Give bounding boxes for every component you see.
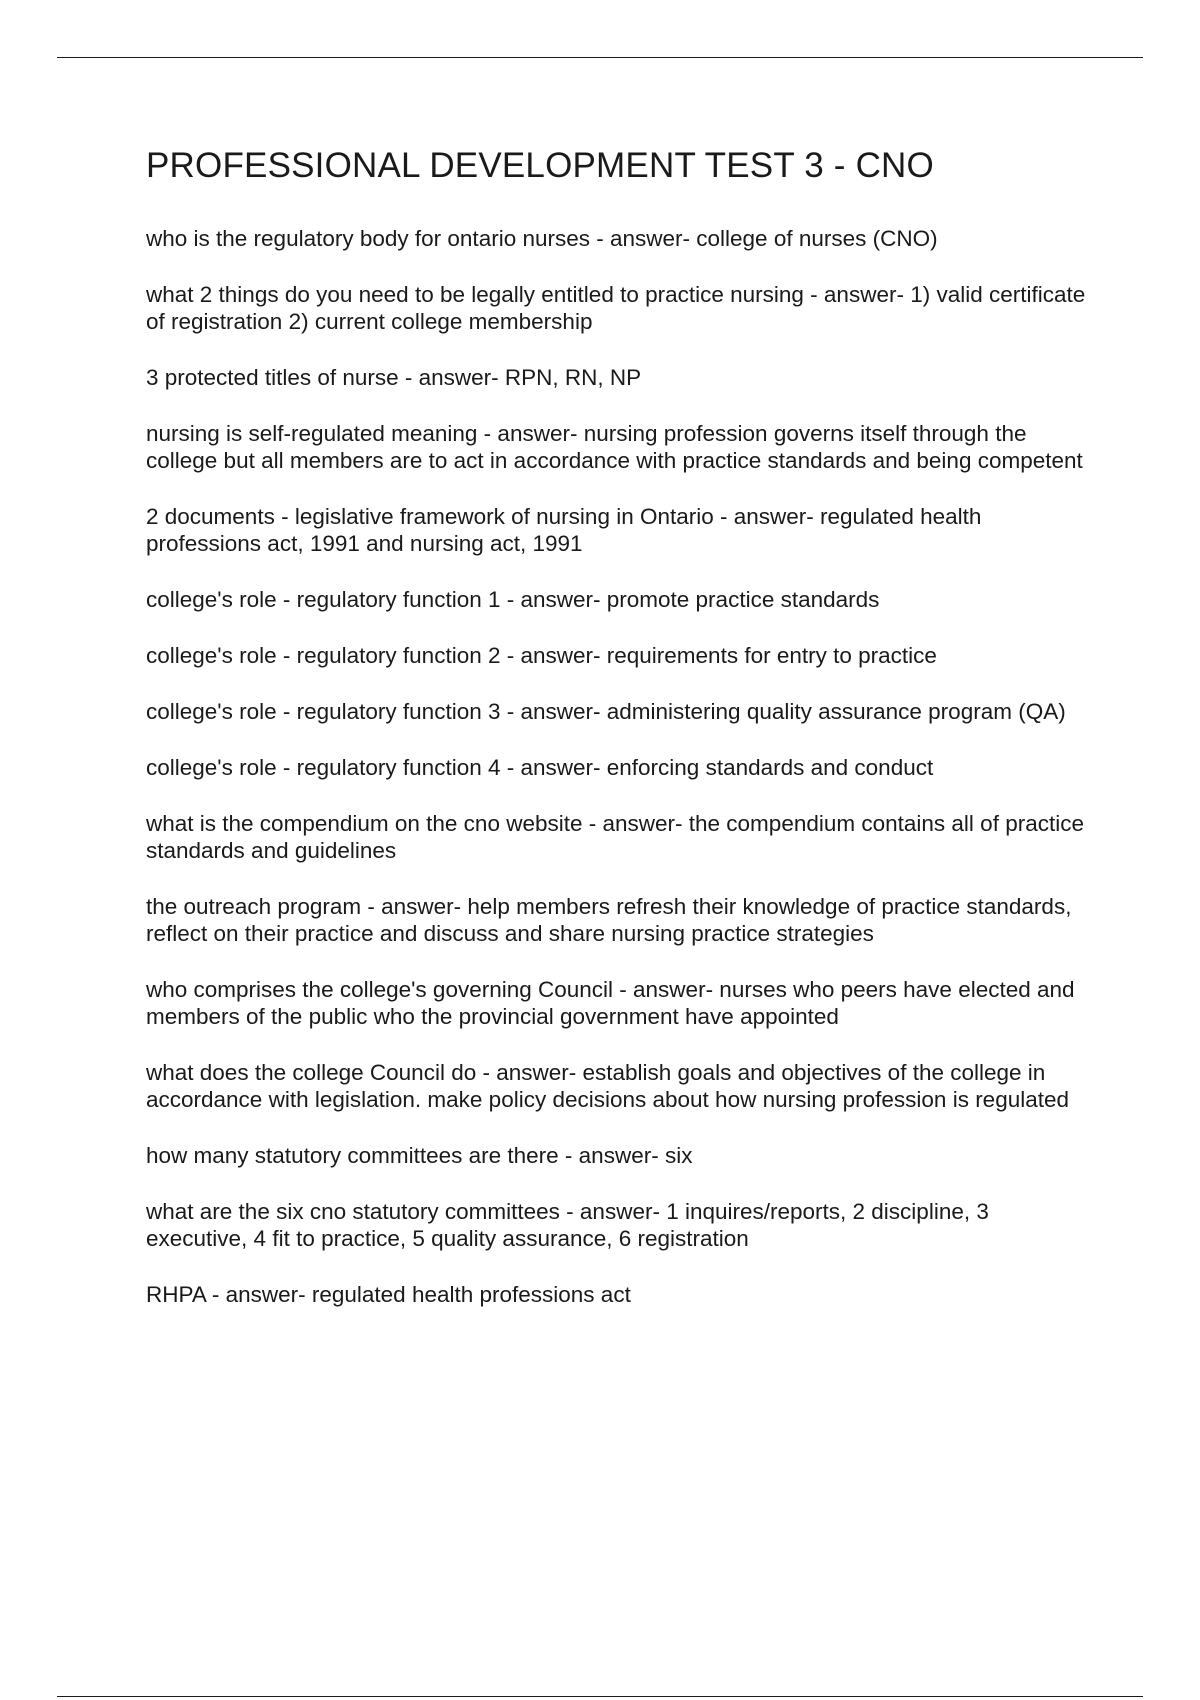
qa-item: what are the six cno statutory committees - answer- 1 inquires/reports, 2 discipline, 3 executive, 4 fit to practice, 5 quality assurance, 6 registration (146, 1199, 989, 1251)
qa-item: nursing is self-regulated meaning - answer- nursing profession governs itself through the college but all members are to act in accordance with practice standards and being competent (146, 421, 1083, 473)
qa-item: 2 documents - legislative framework of nursing in Ontario - answer- regulated health professions act, 1991 and nursing act, 1991 (146, 504, 982, 556)
document-body (146, 140, 1096, 1337)
qa-item: who is the regulatory body for ontario nurses - answer- college of nurses (CNO) (146, 226, 938, 251)
qa-item: college's role - regulatory function 2 - answer- requirements for entry to practice (146, 643, 937, 668)
bottom-rule (57, 1696, 1143, 1697)
qa-item: college's role - regulatory function 3 - answer- administering quality assurance program (QA) (146, 699, 1066, 724)
qa-item: the outreach program - answer- help members refresh their knowledge of practice standards, reflect on their practice and discuss and share nursing practice strategies (146, 894, 1072, 946)
qa-item: who comprises the college's governing Council - answer- nurses who peers have elected and members of the public who the provincial government have appointed (146, 977, 1075, 1029)
qa-item: how many statutory committees are there - answer- six (146, 1143, 693, 1168)
qa-list (146, 225, 1096, 1308)
qa-item: what does the college Council do - answer- establish goals and objectives of the college in accordance with legislation. make policy decisions about how nursing profession is regulated (146, 1060, 1070, 1112)
qa-item: what is the compendium on the cno website - answer- the compendium contains all of practice standards and guidelines (146, 811, 1084, 863)
document-title: PROFESSIONAL DEVELOPMENT TEST 3 - CNO (146, 146, 934, 185)
qa-item: what 2 things do you need to be legally entitled to practice nursing - answer- 1) valid certificate of registration 2) current college membership (146, 282, 1086, 334)
top-rule (57, 57, 1143, 58)
qa-item: 3 protected titles of nurse - answer- RPN, RN, NP (146, 365, 642, 390)
qa-item: college's role - regulatory function 4 - answer- enforcing standards and conduct (146, 755, 934, 780)
qa-item: RHPA - answer- regulated health professions act (146, 1282, 631, 1307)
qa-item: college's role - regulatory function 1 - answer- promote practice standards (146, 587, 880, 612)
